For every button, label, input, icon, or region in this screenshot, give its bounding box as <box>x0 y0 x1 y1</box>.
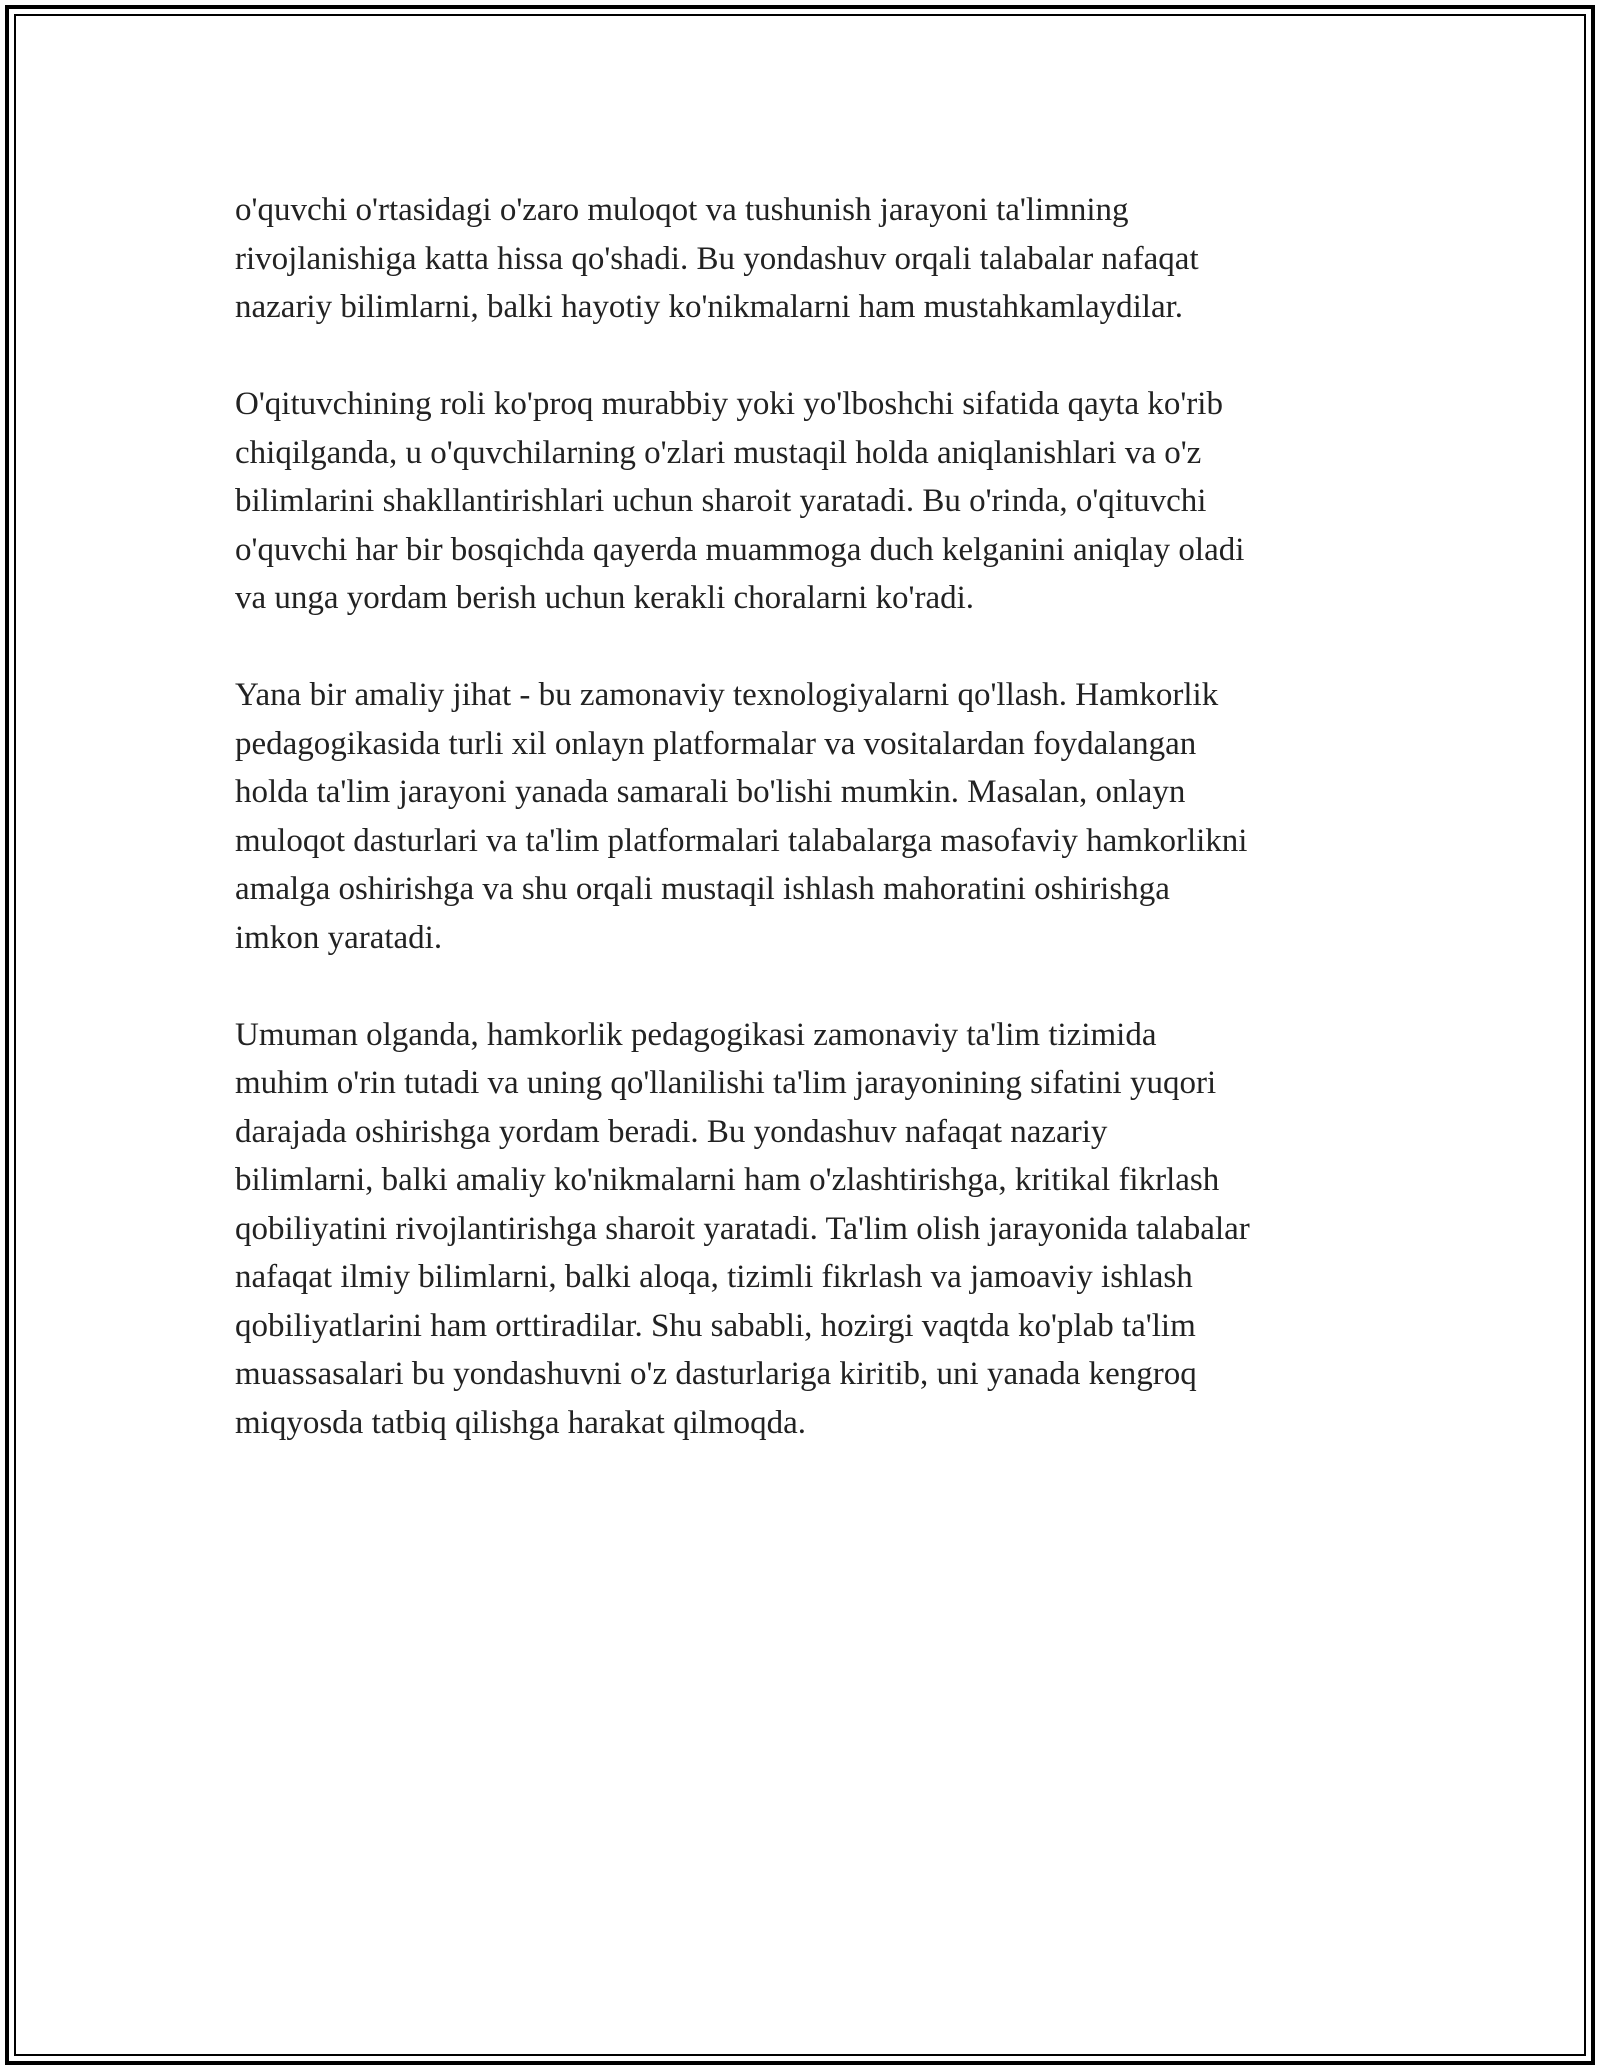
text-line: amalga oshirishga va shu orqali mustaqil ishlash mahoratini oshirishga <box>235 871 1170 907</box>
text-line: pedagogikasida turli xil onlayn platformalar va vositalardan foydalangan <box>235 725 1197 762</box>
paragraph-4 <box>235 1011 1380 1448</box>
text-line: muloqot dasturlari va ta'lim platformalari talabalarga masofaviy hamkorlikni <box>235 822 1248 859</box>
paragraph-1 <box>235 186 1380 332</box>
document-body <box>235 186 1380 1447</box>
text-line: o'quvchi o'rtasidagi o'zaro muloqot va tushunish jarayoni ta'limning <box>235 192 1129 228</box>
text-line: nazariy bilimlarni, balki hayotiy ko'nikmalarni ham mustahkamlaydilar. <box>235 289 1184 325</box>
text-line: darajada oshirishga yordam beradi. Bu yondashuv nafaqat nazariy <box>235 1113 1108 1150</box>
text-line: o'quvchi har bir bosqichda qayerda muammoga duch kelganini aniqlay oladi <box>235 531 1245 568</box>
text-line: holda ta'lim jarayoni yanada samarali bo'lishi mumkin. Masalan, onlayn <box>235 774 1186 810</box>
text-line: va unga yordam berish uchun kerakli choralarni ko'radi. <box>235 580 975 616</box>
text-line: bilimlarini shakllantirishlari uchun sharoit yaratadi. Bu o'rinda, o'qituvchi <box>235 483 1207 519</box>
text-line: Umuman olganda, hamkorlik pedagogikasi zamonaviy ta'lim tizimida <box>235 1016 1157 1053</box>
text-line: muassasalari bu yondashuvni o'z dasturlariga kiritib, uni yanada kengroq <box>235 1356 1197 1392</box>
text-line: rivojlanishiga katta hissa qo'shadi. Bu yondashuv orqali talabalar nafaqat <box>235 240 1199 277</box>
text-line: qobiliyatlarini ham orttiradilar. Shu sababli, hozirgi vaqtda ko'plab ta'lim <box>235 1307 1196 1344</box>
text-line: bilimlarni, balki amaliy ko'nikmalarni ham o'zlashtirishga, kritikal fikrlash <box>235 1162 1220 1198</box>
text-line: imkon yaratadi. <box>235 919 443 956</box>
text-line: nafaqat ilmiy bilimlarni, balki aloqa, tizimli fikrlash va jamoaviy ishlash <box>235 1259 1193 1295</box>
text-line: chiqilganda, u o'quvchilarning o'zlari mustaqil holda aniqlanishlari va o'z <box>235 434 1202 471</box>
text-line: miqyosda tatbiq qilishga harakat qilmoqda. <box>235 1404 806 1441</box>
paragraph-2 <box>235 380 1380 623</box>
text-line: qobiliyatini rivojlantirishga sharoit yaratadi. Ta'lim olish jarayonida talabalar <box>235 1210 1250 1247</box>
text-line: muhim o'rin tutadi va uning qo'llanilishi ta'lim jarayonining sifatini yuqori <box>235 1065 1217 1101</box>
text-line: Yana bir amaliy jihat - bu zamonaviy texnologiyalarni qo'llash. Hamkorlik <box>235 677 1219 713</box>
text-line: O'qituvchining roli ko'proq murabbiy yoki yo'lboshchi sifatida qayta ko'rib <box>235 386 1223 422</box>
paragraph-3 <box>235 671 1380 962</box>
